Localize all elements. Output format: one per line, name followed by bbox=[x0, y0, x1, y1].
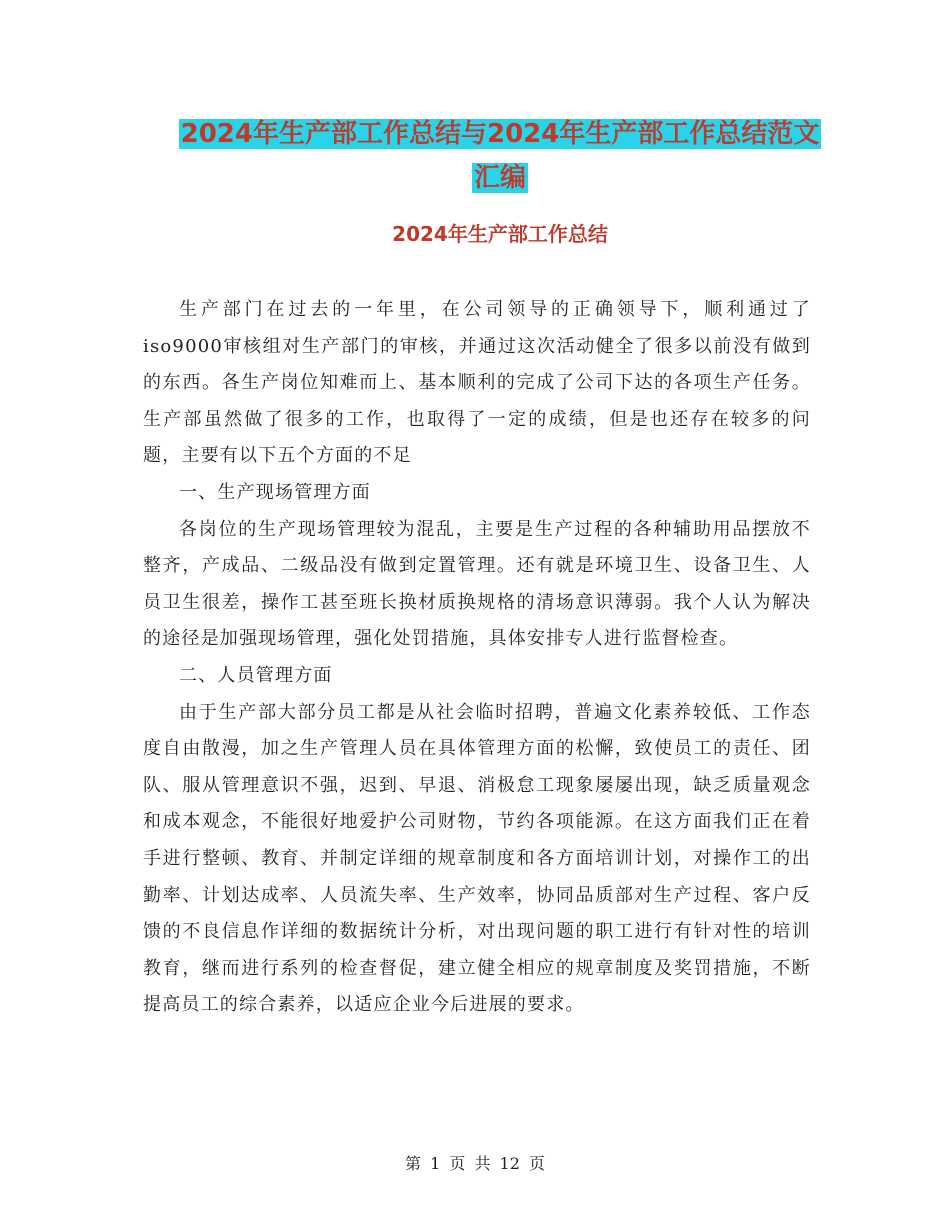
section-heading: 2024年生产部工作总结 bbox=[392, 222, 608, 246]
page-footer: 第 1 页 共 12 页 bbox=[405, 1154, 545, 1173]
title-line-1: 2024年生产部工作总结与2024年生产部工作总结范文 bbox=[180, 119, 820, 149]
document-body bbox=[143, 292, 811, 1024]
title-line-2: 汇编 bbox=[473, 163, 526, 193]
paragraph-intro: 生产部门在过去的一年里，在公司领导的正确领导下，顺利通过了iso9000审核组对生产部门的审核，并通过这次活动健全了很多以前没有做到的东西。各生产岗位知难而上、基本顺利的完成了公司下达的各项生产任务。生产部虽然做了很多的工作，也取得了一定的成绩，但是也还存在较多的问题，主要有以下五个方面的不足 bbox=[143, 299, 811, 467]
document-title bbox=[140, 112, 860, 200]
paragraph-site-management: 各岗位的生产现场管理较为混乱，主要是生产过程的各种辅助用品摆放不整齐，产成品、二级品没有做到定置管理。还有就是环境卫生、设备卫生、人员卫生很差，操作工甚至班长换材质换规格的清场意识薄弱。我个人认为解决的途径是加强现场管理，强化处罚措施，具体安排专人进行监督检查。 bbox=[143, 518, 811, 650]
heading-personnel-management: 二、人员管理方面 bbox=[179, 664, 333, 686]
heading-site-management: 一、生产现场管理方面 bbox=[179, 481, 371, 503]
paragraph-personnel-management: 由于生产部大部分员工都是从社会临时招聘，普遍文化素养较低、工作态度自由散漫，加之生产管理人员在具体管理方面的松懈，致使员工的责任、团队、服从管理意识不强，迟到、早退、消极怠工现象屡屡出现，缺乏质量观念和成本观念，不能很好地爱护公司财物，节约各项能源。在这方面我们正在着手进行整顿、教育、并制定详细的规章制度和各方面培训计划，对操作工的出勤率、计划达成率、人员流失率、生产效率，协同品质部对生产过程、客户反馈的不良信息作详细的数据统计分析，对出现问题的职工进行有针对性的培训教育，继而进行系列的检查督促，建立健全相应的规章制度及奖罚措施，不断提高员工的综合素养，以适应企业今后进展的要求。 bbox=[143, 701, 811, 1016]
